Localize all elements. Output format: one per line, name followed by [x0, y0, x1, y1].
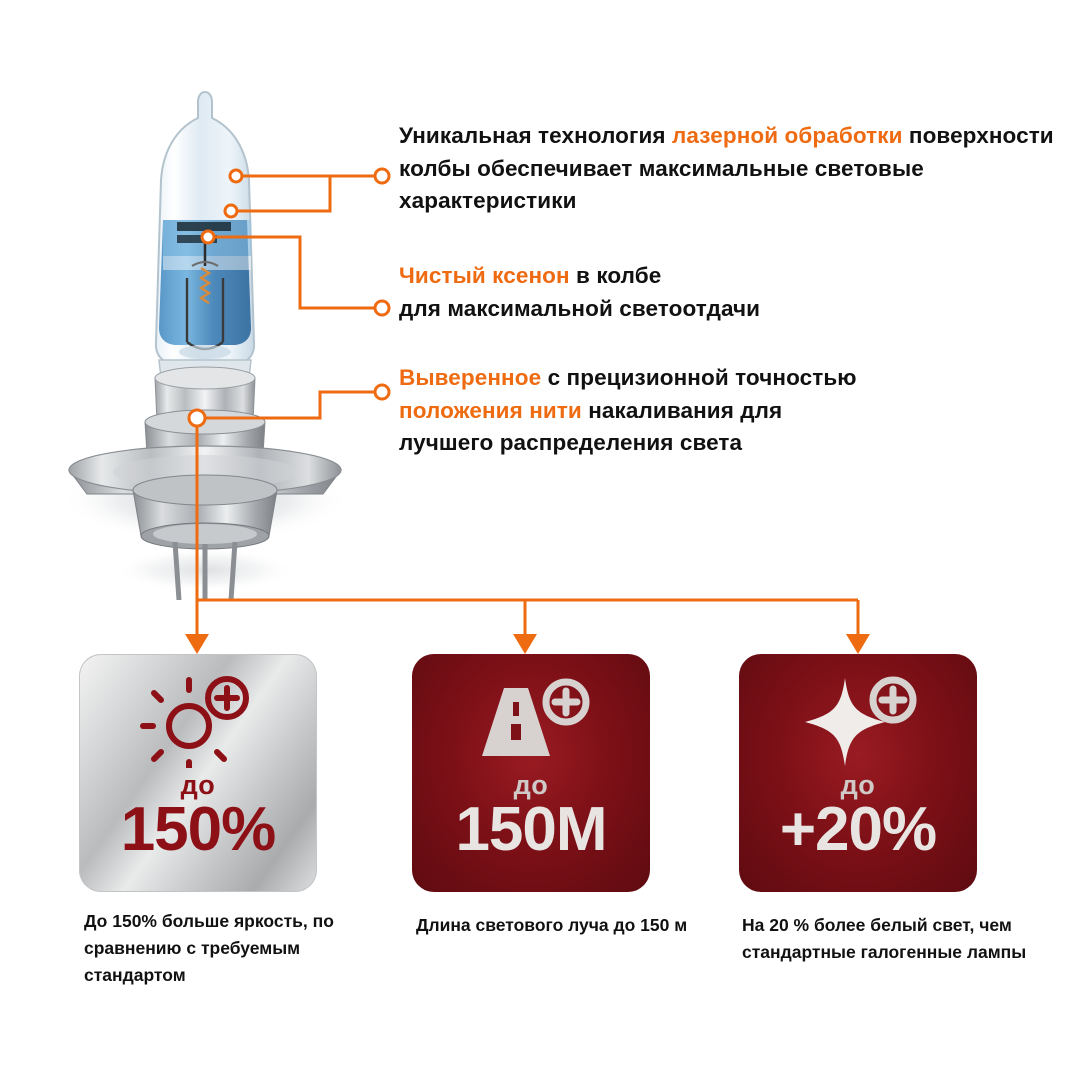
callout-1-rest: поверхности колбы обеспечивает максимальные световые характеристики: [399, 123, 1054, 214]
plus-badge: [208, 679, 246, 717]
badge-2-value: 150М: [455, 795, 607, 864]
callout-3-highlight: Выверенное: [399, 365, 542, 390]
sparkle-plus-icon: [793, 676, 923, 768]
badge-2-small-label: до: [513, 770, 549, 800]
callout-2-highlight: Чистый ксенон: [399, 263, 570, 288]
badge-beam-length: [412, 654, 650, 892]
callout-filament-position: [399, 362, 1039, 460]
badge-3-small-label: до: [840, 770, 876, 800]
badge-1-value: 150%: [120, 795, 276, 864]
callout-1-lead: Уникальная технология: [399, 123, 672, 148]
callout-3-rest: с прецизионной точностью: [541, 365, 857, 390]
badge-1-small-label: до: [180, 770, 216, 800]
callout-3-highlight-2: положения нити: [399, 397, 582, 423]
callout-2-line2: для максимальной светоотдачи: [399, 295, 761, 321]
callout-1-highlight: лазерной обработки: [672, 123, 903, 148]
road-plus-icon: [466, 676, 596, 768]
plus-badge: [873, 680, 913, 720]
plus-badge: [546, 682, 586, 722]
badge-whiteness: [739, 654, 977, 892]
callout-laser-surface: [399, 120, 1059, 218]
caption-brightness: До 150% больше яркость, по сравнению с требуемым стандартом: [84, 911, 334, 986]
callout-3-rest-2: накаливания для: [581, 397, 783, 423]
bulb-graphic: [55, 70, 375, 600]
bulb-illustration: [55, 70, 375, 600]
badge-3-value: +20%: [779, 795, 937, 864]
badge-brightness: [79, 654, 317, 892]
callout-pure-xenon: [399, 260, 1039, 325]
sun-plus-icon: [137, 676, 259, 768]
callout-3-line3: лучшего распределения света: [399, 430, 743, 456]
callout-2-rest: в колбе: [569, 263, 662, 288]
caption-whiteness: На 20 % более белый свет, чем стандартные галогенные лампы: [742, 915, 1027, 963]
caption-beam-length: Длина светового луча до 150 м: [416, 915, 688, 935]
